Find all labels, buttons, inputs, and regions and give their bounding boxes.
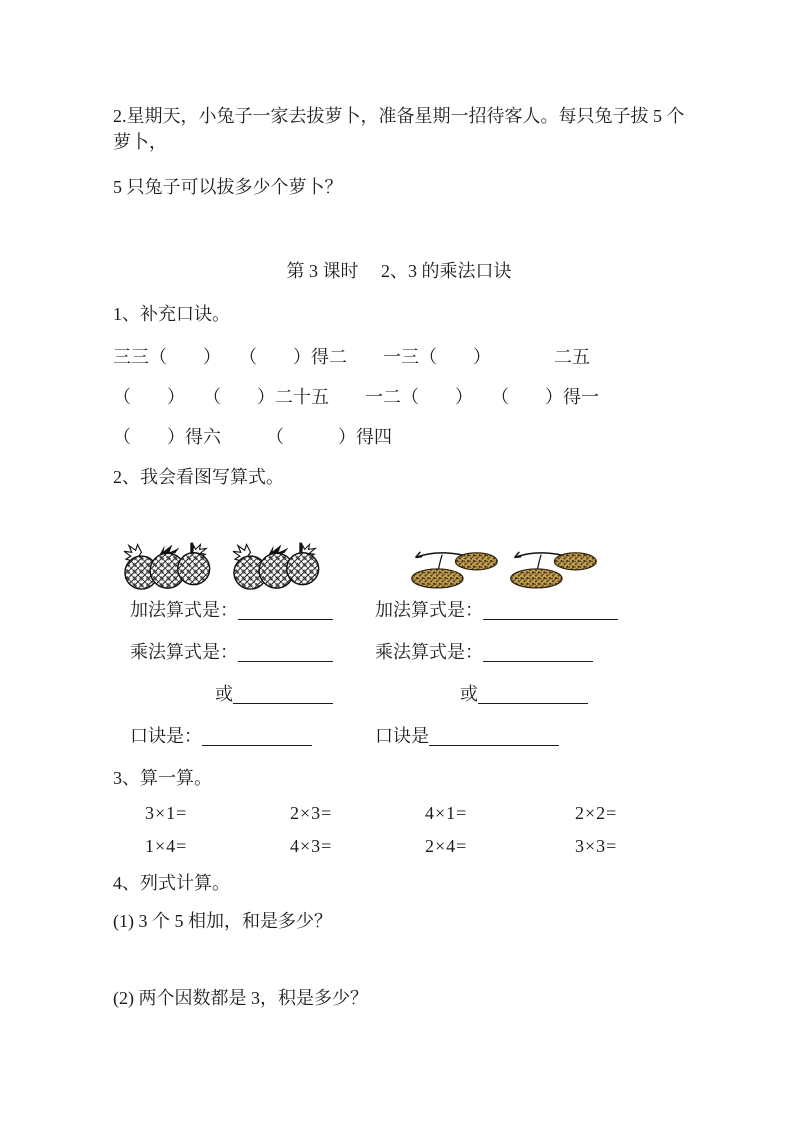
- or-label: 或: [460, 684, 478, 704]
- answer-blank: [483, 640, 593, 662]
- addition-row-left: [130, 598, 375, 623]
- math-expression: 4×3=: [290, 836, 333, 856]
- lesson-title: 第 3 课时 2、3 的乘法口诀: [286, 261, 512, 281]
- addition-label: 加法算式是：: [375, 600, 483, 620]
- multiplication-row-right: [375, 640, 685, 665]
- answer-blank: [478, 682, 588, 704]
- or-label: 或: [215, 684, 233, 704]
- hanging-fruit-pair-icon: [506, 545, 601, 591]
- rhyme-row-right: [375, 724, 685, 749]
- multiplication-label: 乘法算式是：: [375, 642, 483, 662]
- math-expression: 1×4=: [145, 836, 188, 856]
- rhyme-fill-line-2: （ ） （ ）二十五 一二（ ） （ ）得一: [113, 387, 599, 407]
- section-3-heading: 3、算一算。: [113, 768, 212, 788]
- equation-fill-grid: [130, 598, 685, 766]
- answer-blank: [483, 598, 618, 620]
- rhyme-row-left: [130, 724, 375, 749]
- calculation-grid: [145, 801, 685, 859]
- math-expression: 3×1=: [145, 803, 188, 823]
- rhyme-fill-line-3: （ ）得六 （ ）得四: [113, 427, 392, 447]
- math-expression: 2×2=: [575, 803, 618, 823]
- word-problem-2: (2) 两个因数都是 3，积是多少？: [113, 988, 368, 1008]
- rhyme-label: 口诀是：: [130, 726, 202, 746]
- answer-blank: [429, 724, 559, 746]
- word-problem-1: (1) 3 个 5 相加，和是多少？: [113, 911, 332, 931]
- answer-blank: [238, 598, 333, 620]
- math-expression: 2×3=: [290, 803, 333, 823]
- problem-2-line-2: 5 只兔子可以拔多少个萝卜？: [113, 177, 343, 197]
- multiplication-row-left: [130, 640, 375, 665]
- math-expression: 2×4=: [425, 836, 468, 856]
- section-1-heading: 1、补充口诀。: [113, 304, 230, 324]
- pineapple-group-icon: [230, 531, 327, 591]
- hanging-fruit-pair-icon: [407, 545, 502, 591]
- pineapple-cluster: [121, 531, 327, 591]
- rhyme-label: 口诀是: [375, 726, 429, 746]
- addition-row-right: [375, 598, 685, 623]
- or-row-left: [130, 682, 375, 707]
- math-expression: 3×3=: [575, 836, 618, 856]
- math-expression: 4×1=: [425, 803, 468, 823]
- pineapple-group-icon: [121, 531, 218, 591]
- multiplication-label: 乘法算式是：: [130, 642, 238, 662]
- answer-blank: [202, 724, 312, 746]
- problem-2-line-1: 2.星期天，小兔子一家去拔萝卜，准备星期一招待客人。每只兔子拔 5 个萝卜，: [113, 106, 685, 152]
- answer-blank: [238, 640, 333, 662]
- section-2-heading: 2、我会看图写算式。: [113, 467, 284, 487]
- addition-label: 加法算式是：: [130, 600, 238, 620]
- picture-row: [121, 531, 685, 591]
- rhyme-fill-line-1: 三三（ ） （ ）得二 一三（ ） 二五: [113, 347, 590, 367]
- or-row-right: [375, 682, 685, 707]
- section-4-heading: 4、列式计算。: [113, 873, 230, 893]
- answer-blank: [233, 682, 333, 704]
- fruit-branch-cluster: [407, 545, 601, 591]
